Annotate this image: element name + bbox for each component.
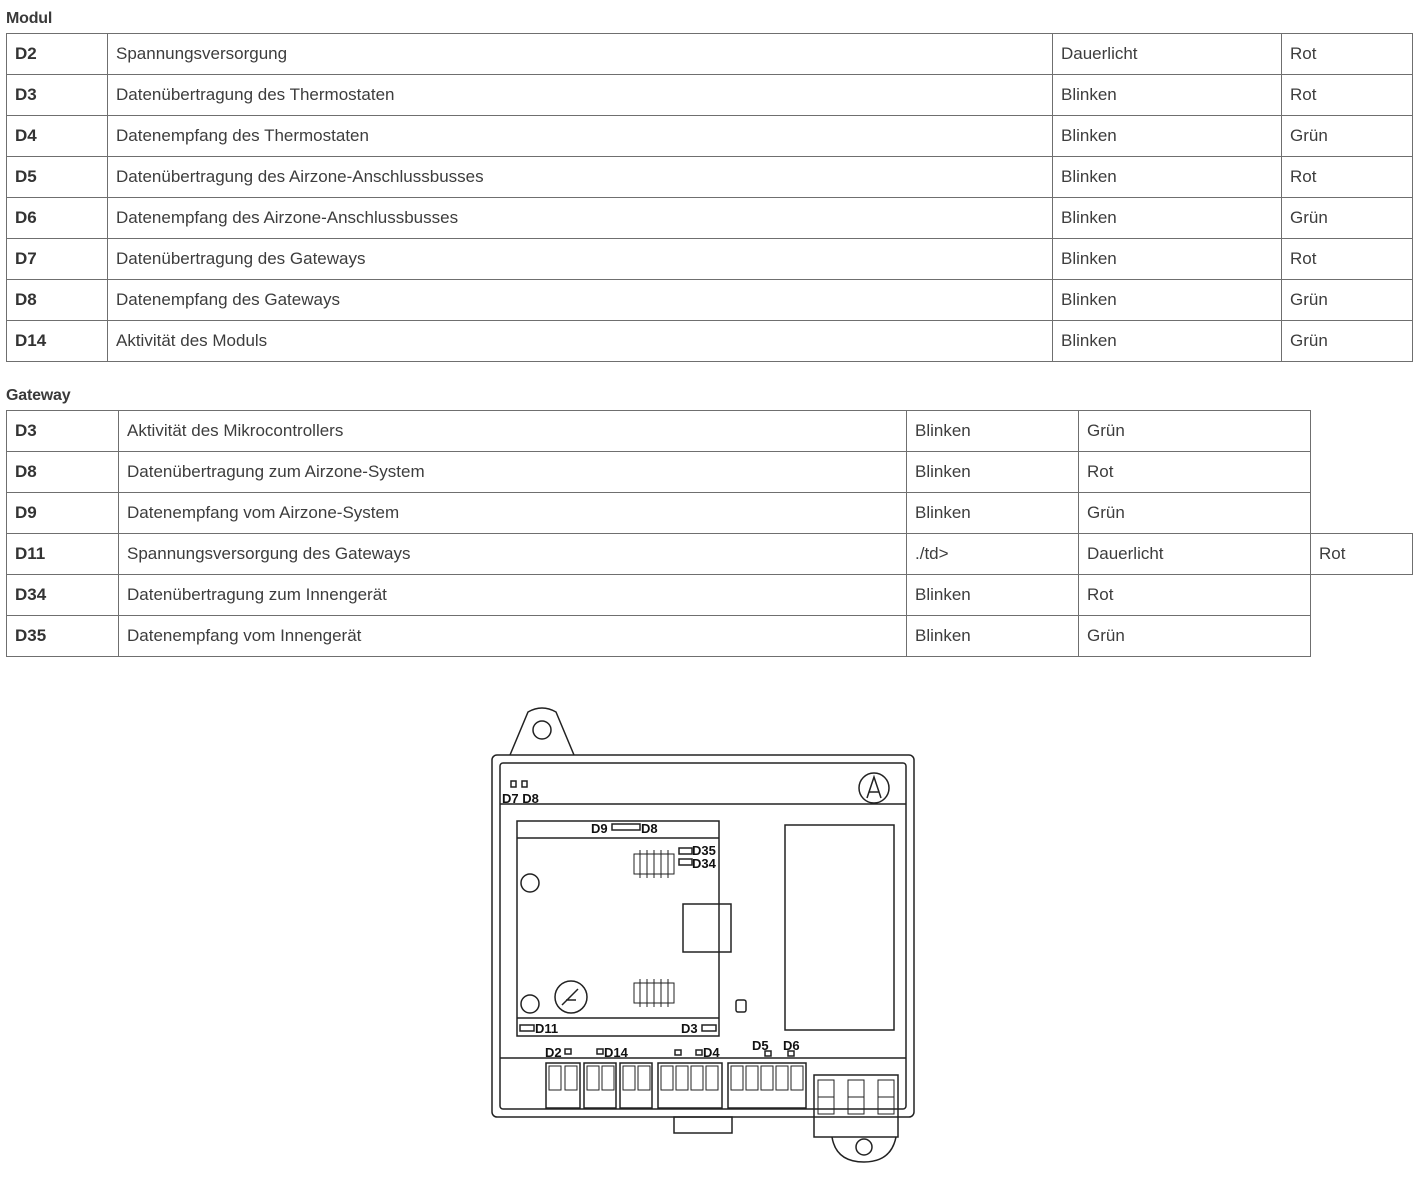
- cell-function: Datenübertragung des Thermostaten: [108, 75, 1053, 116]
- cell-color: Rot: [1282, 239, 1413, 280]
- cell-empty: [1311, 411, 1413, 452]
- cell-id: D11: [7, 534, 119, 575]
- label-d11: D11: [535, 1021, 559, 1036]
- cell-id: D9: [7, 493, 119, 534]
- cell-empty: [1311, 493, 1413, 534]
- label-d9: D9: [591, 821, 608, 836]
- led-d14: [597, 1049, 603, 1054]
- cell-state: ./td>: [907, 534, 1079, 575]
- cell-function: Datenübertragung des Gateways: [108, 239, 1053, 280]
- modul-section-title: Modul: [6, 10, 53, 27]
- bottom-mounting-tab: [832, 1137, 896, 1162]
- table-row: [7, 575, 1413, 616]
- terminal-block-3: [620, 1063, 652, 1108]
- led-d11: [520, 1025, 534, 1031]
- brand-logo-letter: [867, 777, 881, 798]
- modul-led-table: [6, 33, 1413, 362]
- cell-state: Blinken: [907, 493, 1079, 534]
- table-row: [7, 411, 1413, 452]
- cell-state: Blinken: [1053, 321, 1282, 362]
- small-component: [736, 1000, 746, 1012]
- label-d7-d8: D7 D8: [502, 791, 539, 806]
- table-row: [7, 493, 1413, 534]
- led-d5: [765, 1051, 771, 1056]
- table-row: [7, 280, 1413, 321]
- led-d6: [788, 1051, 794, 1056]
- cell-id: D2: [7, 34, 108, 75]
- terminal-block-1: [546, 1063, 580, 1108]
- cell-state: Blinken: [907, 616, 1079, 657]
- led-d-unlabeled: [675, 1050, 681, 1055]
- mounting-hole-top: [533, 721, 551, 739]
- cell-function: Spannungsversorgung: [108, 34, 1053, 75]
- cell-color: Grün: [1282, 280, 1413, 321]
- din-rail-clip: [674, 1117, 732, 1133]
- top-mounting-tab: [510, 708, 574, 755]
- terminal-block-4: [658, 1063, 722, 1108]
- cell-function: Aktivität des Mikrocontrollers: [119, 411, 907, 452]
- label-d14: D14: [604, 1045, 628, 1060]
- cell-function: Datenempfang des Airzone-Anschlussbusses: [108, 198, 1053, 239]
- cell-function: Datenübertragung zum Innengerät: [119, 575, 907, 616]
- board-hole-upper: [521, 874, 539, 892]
- gateway-led-table: [6, 410, 1413, 657]
- device-board-diagram: [486, 700, 926, 1170]
- cell-state: Blinken: [1053, 280, 1282, 321]
- table-row: [7, 239, 1413, 280]
- cell-state: Blinken: [1053, 239, 1282, 280]
- cell-color: Rot: [1079, 575, 1311, 616]
- mounting-hole-bottom: [856, 1139, 872, 1155]
- cell-state: Dauerlicht: [1053, 34, 1282, 75]
- cell-id: D35: [7, 616, 119, 657]
- table-row: [7, 34, 1413, 75]
- gateway-chip: [683, 904, 731, 952]
- table-row: [7, 321, 1413, 362]
- cell-color: Rot: [1282, 75, 1413, 116]
- cell-color: Grün: [1282, 198, 1413, 239]
- label-d34: D34: [692, 856, 716, 871]
- cell-empty: [1311, 616, 1413, 657]
- table-row: [7, 534, 1413, 575]
- power-connector: [814, 1075, 898, 1137]
- cell-id: D3: [7, 411, 119, 452]
- cell-function: Datenempfang des Gateways: [108, 280, 1053, 321]
- cell-color: Grün: [1079, 616, 1311, 657]
- gateway-section-title: Gateway: [6, 387, 71, 404]
- board-hole-lower: [521, 995, 539, 1013]
- table-row: [7, 616, 1413, 657]
- label-d4: D4: [703, 1045, 720, 1060]
- cell-function: Datenübertragung zum Airzone-System: [119, 452, 907, 493]
- cell-id: D3: [7, 75, 108, 116]
- led-d7: [511, 781, 516, 787]
- terminal-block-5: [728, 1063, 806, 1108]
- cell-color: Rot: [1282, 34, 1413, 75]
- cell-color: Rot: [1282, 157, 1413, 198]
- cell-id: D7: [7, 239, 108, 280]
- relay-block: [785, 825, 894, 1030]
- cell-id: D34: [7, 575, 119, 616]
- table-row: [7, 452, 1413, 493]
- cell-color: Grün: [1282, 116, 1413, 157]
- label-d5: D5: [752, 1038, 769, 1053]
- label-d6: D6: [783, 1038, 800, 1053]
- board-logo-letter: [562, 989, 578, 1005]
- cell-state: Blinken: [907, 575, 1079, 616]
- cell-color: Grün: [1079, 411, 1311, 452]
- led-d2: [565, 1049, 571, 1054]
- cell-state: Blinken: [1053, 75, 1282, 116]
- label-d2: D2: [545, 1045, 562, 1060]
- cell-state: Blinken: [1053, 157, 1282, 198]
- cell-extra: Rot: [1311, 534, 1413, 575]
- cell-id: D4: [7, 116, 108, 157]
- cell-function: Datenempfang vom Innengerät: [119, 616, 907, 657]
- led-d4: [696, 1050, 702, 1055]
- table-row: [7, 75, 1413, 116]
- led-d35: [679, 848, 692, 854]
- cell-function: Aktivität des Moduls: [108, 321, 1053, 362]
- cell-color: Dauerlicht: [1079, 534, 1311, 575]
- pin-header-bottom: [634, 979, 674, 1007]
- cell-color: Grün: [1079, 493, 1311, 534]
- cell-state: Blinken: [1053, 116, 1282, 157]
- cell-function: Spannungsversorgung des Gateways: [119, 534, 907, 575]
- label-d3: D3: [681, 1021, 698, 1036]
- cell-id: D8: [7, 452, 119, 493]
- cell-state: Blinken: [1053, 198, 1282, 239]
- led-d9-d8-pair: [612, 824, 640, 830]
- cell-state: Blinken: [907, 411, 1079, 452]
- pin-header-top: [634, 850, 674, 878]
- cell-state: Blinken: [907, 452, 1079, 493]
- cell-id: D14: [7, 321, 108, 362]
- table-row: [7, 198, 1413, 239]
- table-row: [7, 157, 1413, 198]
- label-d35: D35: [692, 843, 716, 858]
- table-row: [7, 116, 1413, 157]
- cell-function: Datenübertragung des Airzone-Anschlussbusses: [108, 157, 1053, 198]
- led-d8: [522, 781, 527, 787]
- cell-id: D8: [7, 280, 108, 321]
- terminal-block-2: [584, 1063, 616, 1108]
- led-d34: [679, 859, 692, 865]
- cell-id: D6: [7, 198, 108, 239]
- label-d8: D8: [641, 821, 658, 836]
- cell-color: Rot: [1079, 452, 1311, 493]
- cell-color: Grün: [1282, 321, 1413, 362]
- cell-empty: [1311, 575, 1413, 616]
- cell-function: Datenempfang vom Airzone-System: [119, 493, 907, 534]
- led-d3: [702, 1025, 716, 1031]
- cell-id: D5: [7, 157, 108, 198]
- cell-function: Datenempfang des Thermostaten: [108, 116, 1053, 157]
- cell-empty: [1311, 452, 1413, 493]
